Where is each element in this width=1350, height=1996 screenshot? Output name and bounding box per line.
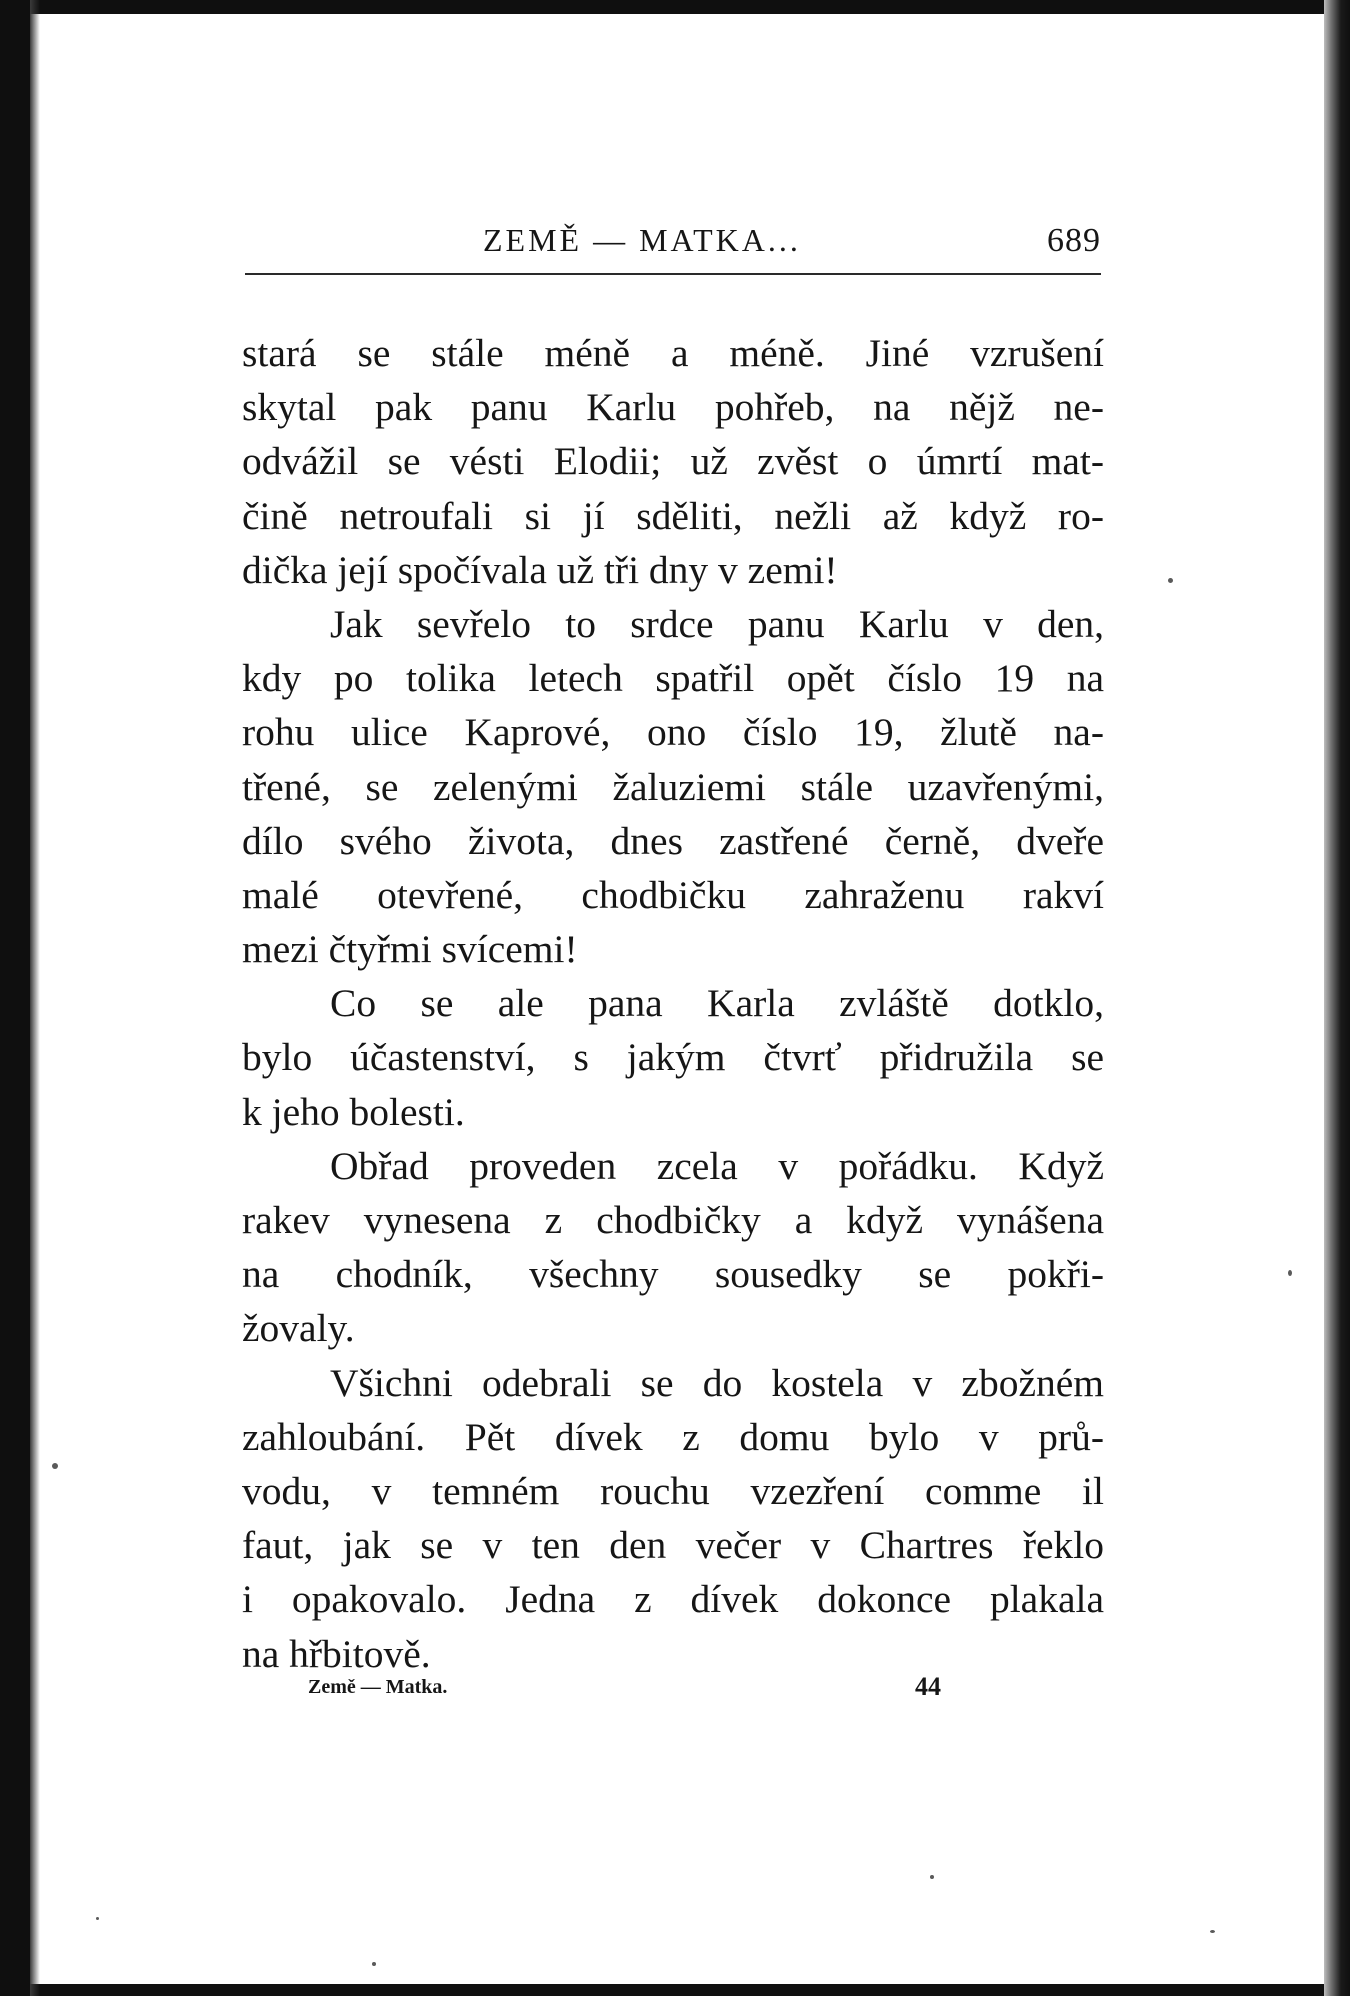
text-line: třené, se zelenými žaluziemi stále uzavřenými, xyxy=(242,764,1104,809)
text-line: malé otevřené, chodbičku zahraženu rakví xyxy=(242,872,1104,917)
text-line: dílo svého života, dnes zastřené černě, dveře xyxy=(242,818,1104,863)
text-line: Obřad proveden zcela v pořádku. Když xyxy=(330,1143,1104,1188)
text-line: rakev vynesena z chodbičky a když vynášena xyxy=(242,1198,1104,1242)
paragraph xyxy=(242,1356,1104,1681)
text-line: Jak sevřelo to srdce panu Karlu v den, xyxy=(330,601,1104,646)
text-line: dička její spočívala už tři dny v zemi! xyxy=(242,547,838,592)
paragraph xyxy=(242,976,1104,1139)
dust-speck xyxy=(1288,1270,1292,1276)
text-line: zahloubání. Pět dívek z domu bylo v prů- xyxy=(242,1414,1104,1459)
signature-title: Země — Matka. xyxy=(308,1676,448,1698)
text-line: mezi čtyřmi svícemi! xyxy=(242,927,578,972)
text-line: vodu, v temném rouchu vzezření comme il xyxy=(242,1468,1104,1513)
text-line: na chodník, všechny sousedky se pokři- xyxy=(242,1252,1104,1297)
dust-speck xyxy=(1168,578,1173,583)
text-line: kdy po tolika letech spatřil opět číslo 19 na xyxy=(242,656,1104,701)
paragraph xyxy=(242,1139,1104,1356)
running-head xyxy=(243,218,1101,268)
signature-line xyxy=(245,1670,965,1710)
dust-speck xyxy=(372,1962,376,1966)
text-line: i opakovalo. Jedna z dívek dokonce plakala xyxy=(242,1577,1104,1622)
dust-speck xyxy=(96,1917,99,1920)
text-line: žovaly. xyxy=(242,1306,355,1351)
text-line: Co se ale pana Karla zvláště dotklo, xyxy=(330,981,1104,1026)
text-line: čině netroufali si jí sděliti, nežli až když ro- xyxy=(242,493,1104,538)
paragraph xyxy=(242,597,1104,976)
header-rule xyxy=(245,273,1101,275)
text-line: Všichni odebrali se do kostela v zbožném xyxy=(330,1360,1104,1405)
text-line: rohu ulice Kaprové, ono číslo 19, žlutě na- xyxy=(242,710,1104,755)
text-line: skytal pak panu Karlu pohřeb, na nějž ne- xyxy=(242,385,1104,430)
text-line: k jeho bolesti. xyxy=(242,1089,465,1134)
dust-speck xyxy=(52,1463,58,1469)
dust-speck xyxy=(930,1875,934,1879)
sheet-number: 44 xyxy=(915,1672,941,1701)
paragraph xyxy=(242,326,1104,597)
page-number: 689 xyxy=(1047,222,1101,259)
body-text xyxy=(242,326,1104,1681)
text-line: odvážil se vésti Elodii; už zvěst o úmrtí mat- xyxy=(242,439,1104,484)
dust-speck xyxy=(1210,1930,1215,1933)
text-line: bylo účastenství, s jakým čtvrť přidružila se xyxy=(242,1035,1104,1080)
running-title: ZEMĚ — MATKA... xyxy=(483,222,801,258)
text-line: na hřbitově. xyxy=(242,1631,431,1676)
text-line: faut, jak se v ten den večer v Chartres řeklo xyxy=(242,1523,1104,1568)
text-line: stará se stále méně a méně. Jiné vzrušení xyxy=(242,331,1104,375)
